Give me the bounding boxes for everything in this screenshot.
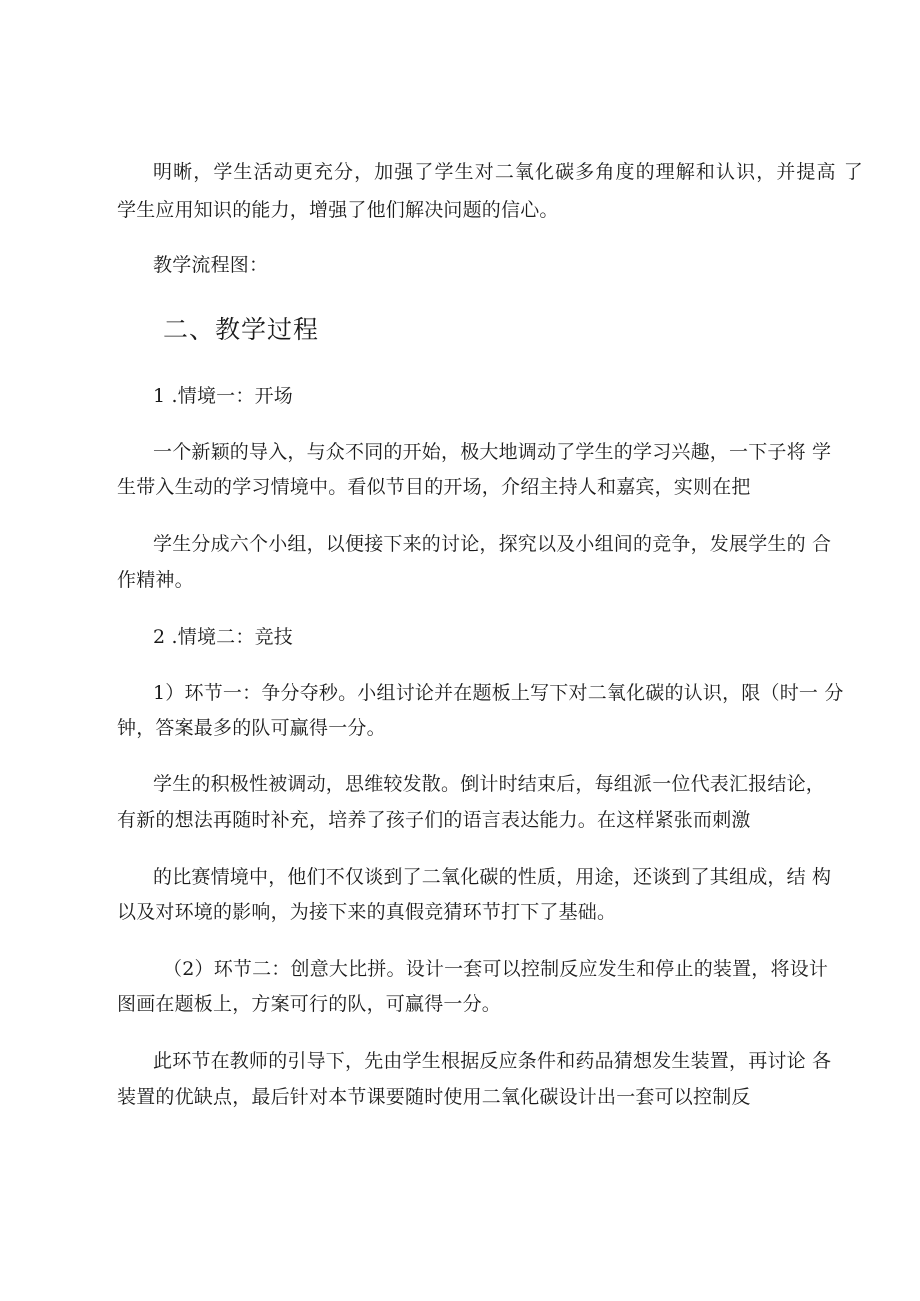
section-heading: 二、教学过程 [163,315,320,344]
paragraph-line: 作精神。 [117,569,194,591]
paragraph-line: 学生应用知识的能力，增强了他们解决问题的信心。 [117,199,559,221]
paragraph-line: 以及对环境的影响，为接下来的真假竞猜环节打下了基础。 [117,901,617,923]
paragraph-line: 钟，答案最多的队可赢得一分。 [117,717,386,739]
paragraph-line: 明晰，学生活动更充分，加强了学生对二氧化碳多角度的理解和认识，并提高 了 [153,161,863,183]
paragraph-line: 学生的积极性被调动，思维较发散。倒计时结束后，每组派一位代表汇报结论， [153,773,826,795]
paragraph-line: 装置的优缺点，最后针对本节课要随时使用二氧化碳设计出一套可以控制反 [117,1086,751,1108]
paragraph-line: 有新的想法再随时补充，培养了孩子们的语言表达能力。在这样紧张而刺激 [117,809,751,831]
paragraph-line: 一个新颖的导入，与众不同的开始，极大地调动了学生的学习兴趣，一下子将 学 [153,441,832,463]
paragraph-line: 的比赛情境中，他们不仅谈到了二氧化碳的性质，用途，还谈到了其组成，结 构 [153,866,832,888]
item-heading: 1 .情境一：开场 [153,385,293,407]
paragraph-line: 图画在题板上，方案可行的队，可赢得一分。 [117,993,502,1015]
paragraph-line: 学生分成六个小组，以便接下来的讨论，探究以及小组间的竞争，发展学生的 合 [153,533,832,555]
paragraph-line: 生带入生动的学习情境中。看似节目的开场，介绍主持人和嘉宾，实则在把 [117,476,751,498]
item-heading: 2 .情境二：竞技 [153,626,293,648]
paragraph-line: 此环节在教师的引导下，先由学生根据反应条件和药品猜想发生装置，再讨论 各 [153,1050,832,1072]
paragraph-line: （2）环节二：创意大比拼。设计一套可以控制反应发生和停止的装置，将设计 [163,958,829,980]
flowchart-label: 教学流程图： [153,254,269,276]
paragraph-line: 1）环节一：争分夺秒。小组讨论并在题板上写下对二氧化碳的认识，限（时一 分 [153,682,844,704]
